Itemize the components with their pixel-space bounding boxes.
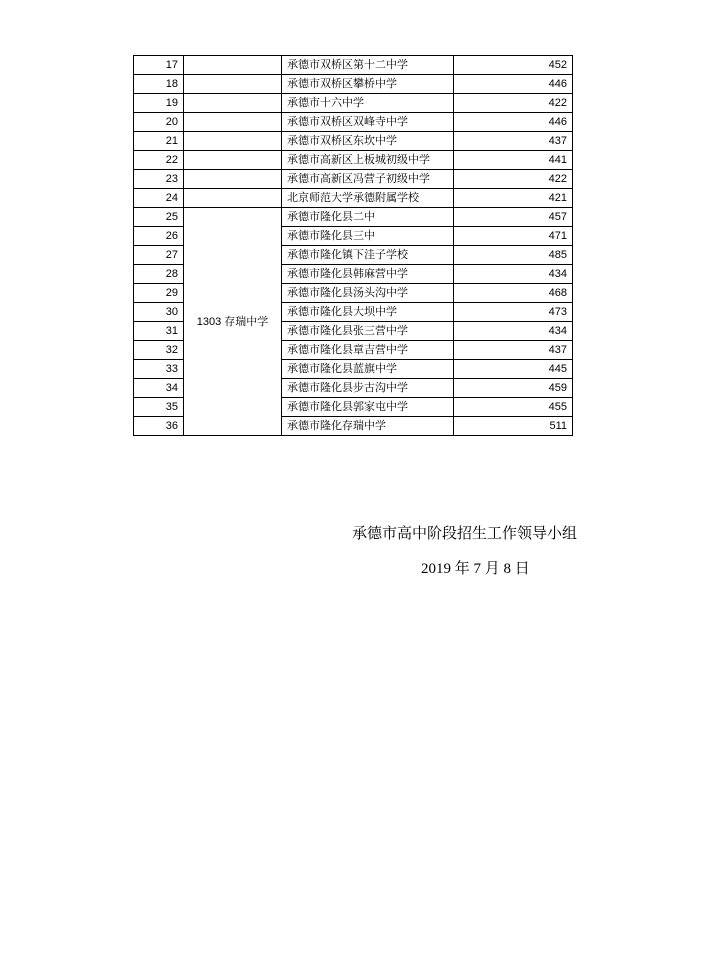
district-code-cell bbox=[184, 75, 282, 94]
school-name: 承德市隆化县章吉营中学 bbox=[282, 341, 454, 360]
row-index: 17 bbox=[134, 56, 184, 75]
table-row bbox=[134, 132, 573, 151]
school-name: 承德市隆化镇下洼子学校 bbox=[282, 246, 454, 265]
row-index: 18 bbox=[134, 75, 184, 94]
school-name: 承德市隆化县步古沟中学 bbox=[282, 379, 454, 398]
score-value: 434 bbox=[454, 265, 573, 284]
row-index: 32 bbox=[134, 341, 184, 360]
score-value: 457 bbox=[454, 208, 573, 227]
school-name: 承德市隆化县大坝中学 bbox=[282, 303, 454, 322]
district-code-cell bbox=[184, 189, 282, 208]
row-index: 21 bbox=[134, 132, 184, 151]
score-value: 468 bbox=[454, 284, 573, 303]
row-index: 22 bbox=[134, 151, 184, 170]
table-row bbox=[134, 208, 573, 227]
score-value: 455 bbox=[454, 398, 573, 417]
district-code-cell bbox=[184, 113, 282, 132]
table-row bbox=[134, 189, 573, 208]
school-name: 承德市十六中学 bbox=[282, 94, 454, 113]
school-name: 承德市隆化县韩麻营中学 bbox=[282, 265, 454, 284]
school-name: 承德市双桥区东坎中学 bbox=[282, 132, 454, 151]
score-table-body bbox=[134, 56, 573, 436]
score-value: 446 bbox=[454, 75, 573, 94]
row-index: 34 bbox=[134, 379, 184, 398]
school-name: 承德市隆化存瑞中学 bbox=[282, 417, 454, 436]
school-name: 承德市高新区冯营子初级中学 bbox=[282, 170, 454, 189]
table-row bbox=[134, 151, 573, 170]
signature-date: 2019 年 7 月 8 日 bbox=[421, 561, 530, 577]
score-value: 511 bbox=[454, 417, 573, 436]
row-index: 30 bbox=[134, 303, 184, 322]
row-index: 28 bbox=[134, 265, 184, 284]
school-name: 承德市高新区上板城初级中学 bbox=[282, 151, 454, 170]
score-value: 452 bbox=[454, 56, 573, 75]
table-row bbox=[134, 94, 573, 113]
row-index: 29 bbox=[134, 284, 184, 303]
score-value: 473 bbox=[454, 303, 573, 322]
score-value: 446 bbox=[454, 113, 573, 132]
district-code-cell bbox=[184, 151, 282, 170]
group-code-cell bbox=[184, 208, 282, 436]
group-code: 1303 bbox=[196, 315, 222, 328]
school-name: 承德市隆化县蓝旗中学 bbox=[282, 360, 454, 379]
table-row bbox=[134, 113, 573, 132]
score-value: 471 bbox=[454, 227, 573, 246]
school-name: 承德市隆化县郭家屯中学 bbox=[282, 398, 454, 417]
district-code-cell bbox=[184, 94, 282, 113]
school-name: 承德市隆化县二中 bbox=[282, 208, 454, 227]
table-row bbox=[134, 170, 573, 189]
row-index: 19 bbox=[134, 94, 184, 113]
row-index: 36 bbox=[134, 417, 184, 436]
row-index: 24 bbox=[134, 189, 184, 208]
row-index: 27 bbox=[134, 246, 184, 265]
signature-organization: 承德市高中阶段招生工作领导小组 bbox=[352, 524, 578, 542]
row-index: 26 bbox=[134, 227, 184, 246]
score-value: 437 bbox=[454, 132, 573, 151]
score-value: 445 bbox=[454, 360, 573, 379]
score-value: 459 bbox=[454, 379, 573, 398]
school-name: 承德市双桥区攀桥中学 bbox=[282, 75, 454, 94]
row-index: 35 bbox=[134, 398, 184, 417]
school-name: 北京师范大学承德附属学校 bbox=[282, 189, 454, 208]
row-index: 31 bbox=[134, 322, 184, 341]
row-index: 33 bbox=[134, 360, 184, 379]
school-name: 承德市双桥区第十二中学 bbox=[282, 56, 454, 75]
row-index: 20 bbox=[134, 113, 184, 132]
school-name: 承德市隆化县汤头沟中学 bbox=[282, 284, 454, 303]
school-name: 承德市双桥区双峰寺中学 bbox=[282, 113, 454, 132]
district-code-cell bbox=[184, 56, 282, 75]
score-table bbox=[133, 55, 573, 436]
group-school-name: 存瑞中学 bbox=[224, 314, 269, 328]
row-index: 25 bbox=[134, 208, 184, 227]
score-value: 422 bbox=[454, 94, 573, 113]
table-row bbox=[134, 75, 573, 94]
district-code-cell bbox=[184, 132, 282, 151]
row-index: 23 bbox=[134, 170, 184, 189]
score-value: 422 bbox=[454, 170, 573, 189]
score-value: 485 bbox=[454, 246, 573, 265]
score-value: 421 bbox=[454, 189, 573, 208]
school-name: 承德市隆化县三中 bbox=[282, 227, 454, 246]
district-code-cell bbox=[184, 170, 282, 189]
school-name: 承德市隆化县张三营中学 bbox=[282, 322, 454, 341]
score-value: 437 bbox=[454, 341, 573, 360]
score-value: 441 bbox=[454, 151, 573, 170]
score-value: 434 bbox=[454, 322, 573, 341]
table-row bbox=[134, 56, 573, 75]
